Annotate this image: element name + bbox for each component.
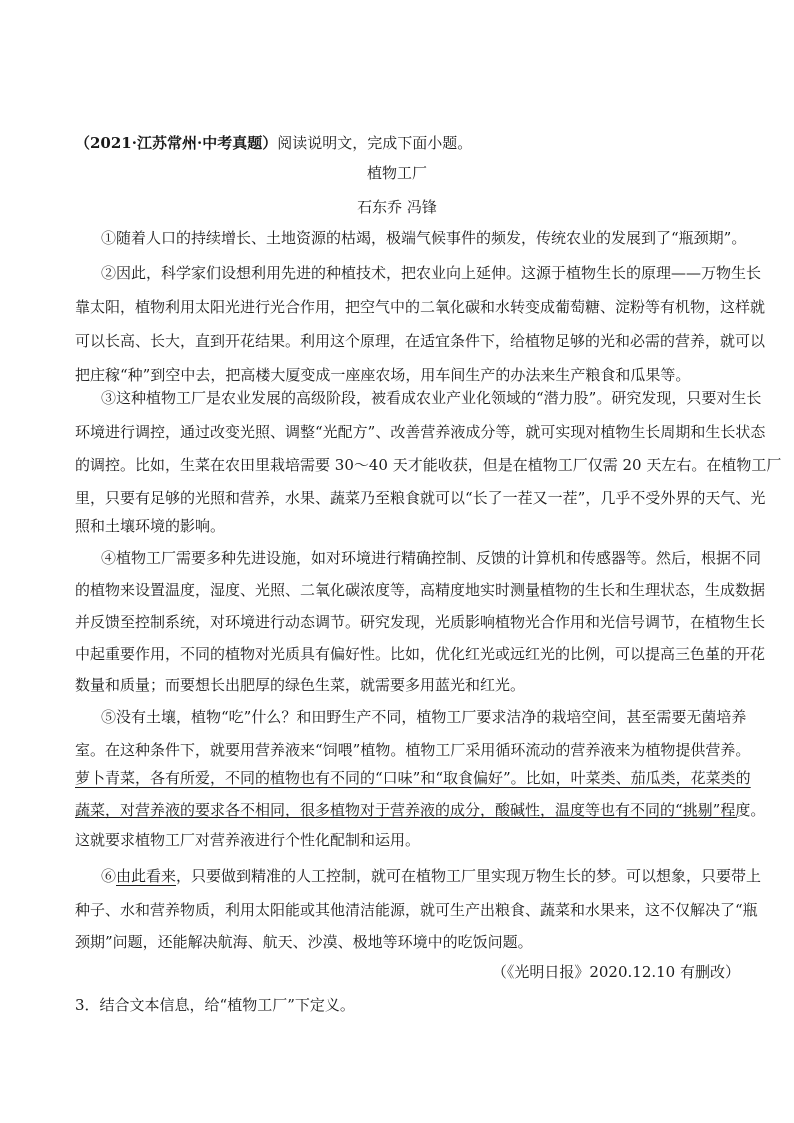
paragraph-3-line-5: 照和土壤环境的影响。: [75, 517, 226, 535]
paragraph-3-line-2: 环境进行调控，通过改变光照、调整“光配方”、改善营养液成分等，就可实现对植物生长周期和生长状态: [75, 423, 766, 441]
circled-number-6: ⑥: [101, 867, 117, 885]
paragraph-3-line-4: 里，只要有足够的光照和营养，水果、蔬菜乃至粮食就可以“长了一茬又一茬”，几乎不受外界的天气、光: [75, 489, 766, 507]
instruction: 阅读说明文，完成下面小题。: [277, 134, 473, 152]
paragraph-5-line-1: ⑤没有土壤，植物“吃”什么？和田野生产不同，植物工厂要求洁净的栽培空间，甚至需要无菌培养: [101, 708, 747, 726]
paragraph-6-line-3: 颈期”问题，还能解决航海、航天、沙漠、极地等环境中的吃饭问题。: [75, 933, 533, 951]
paragraph-4-line-3: 并反馈至控制系统，对环境进行动态调节。研究发现，光质影响植物光合作用和光信号调节，在植物生长: [75, 613, 766, 631]
paragraph-5-line-3-underlined: 萝卜青菜，各有所爱，不同的植物也有不同的“口味”和“取食偏好”。比如，叶菜类、茄瓜类，花菜类的: [75, 769, 751, 787]
paragraph-4-line-1: ④植物工厂需要多种先进设施，如对环境进行精确控制、反馈的计算机和传感器等。然后，根据不同: [101, 549, 762, 567]
underlined-phrase: 由此看来: [116, 867, 177, 885]
exam-source: （2021·江苏常州·中考真题）: [75, 134, 278, 152]
paragraph-6-line-2: 种子、水和营养物质，利用太阳能或其他清洁能源，就可生产出粮食、蔬菜和水果来，这不仅解决了“瓶: [75, 901, 758, 919]
paragraph-5-line-5: 这就要求植物工厂对营养液进行个性化配制和运用。: [75, 831, 421, 849]
paragraph-5-line-4-underlined: 蔬菜，对营养液的要求各不相同，很多植物对于营养液的成分，酸碱性，温度等也有不同的“挑剔”程度。: [75, 801, 766, 819]
paragraph-1-line-1: ①随着人口的持续增长、土地资源的枯竭，极端气候事件的频发，传统农业的发展到了“瓶颈期”。: [101, 229, 747, 247]
question-3: 3．结合文本信息，给“植物工厂”下定义。: [75, 996, 355, 1014]
paragraph-6-line-1-rest: ，只要做到精准的人工控制，就可在植物工厂里实现万物生长的梦。可以想象，只要带上: [176, 867, 762, 885]
paragraph-5-line-2: 室。在这种条件下，就要用营养液来“饲喂”植物。植物工厂采用循环流动的营养液来为植物提供营养。: [75, 741, 751, 759]
paragraph-3-line-1: ③这种植物工厂是农业发展的高级阶段，被看成农业产业化领域的“潜力股”。研究发现，只要对生长: [101, 389, 762, 407]
paragraph-2-line-1: ②因此，科学家们设想利用先进的种植技术，把农业向上延伸。这源于植物生长的原理——万物生长: [101, 264, 762, 282]
paragraph-6-line-1: [101, 866, 762, 886]
question-header: [75, 133, 735, 153]
article-title: 植物工厂: [366, 164, 427, 182]
paragraph-2-line-3: 可以长高、长大，直到开花结果。利用这个原理，在适宜条件下，给植物足够的光和必需的营养，就可以: [75, 332, 766, 350]
paragraph-4-line-4: 中起重要作用，不同的植物对光质具有偏好性。比如，优化红光或远红光的比例，可以提高三色堇的开花: [75, 645, 766, 663]
paragraph-3-line-3: 的调控。比如，生菜在农田里栽培需要 30～40 天才能收获，但是在植物工厂仅需 20 天左右。在植物工厂: [75, 456, 782, 474]
paragraph-2-line-2: 靠太阳，植物利用太阳光进行光合作用，把空气中的二氧化碳和水转变成葡萄糖、淀粉等有机物，这样就: [75, 298, 766, 316]
article-author: 石东乔 冯锋: [357, 198, 437, 216]
paragraph-2-line-4: 把庄稼“种”到空中去，把高楼大厦变成一座座农场，用车间生产的办法来生产粮食和瓜果等。: [75, 366, 691, 384]
article-citation: （《光明日报》2020.12.10 有删改）: [491, 963, 740, 981]
paragraph-4-line-5: 数量和质量；而要想长出肥厚的绿色生菜，就需要多用蓝光和红光。: [75, 676, 526, 694]
underline-rule: [75, 817, 737, 818]
paragraph-4-line-2: 的植物来设置温度，湿度、光照、二氧化碳浓度等，高精度地实时测量植物的生长和生理状态，生成数据: [75, 581, 766, 599]
